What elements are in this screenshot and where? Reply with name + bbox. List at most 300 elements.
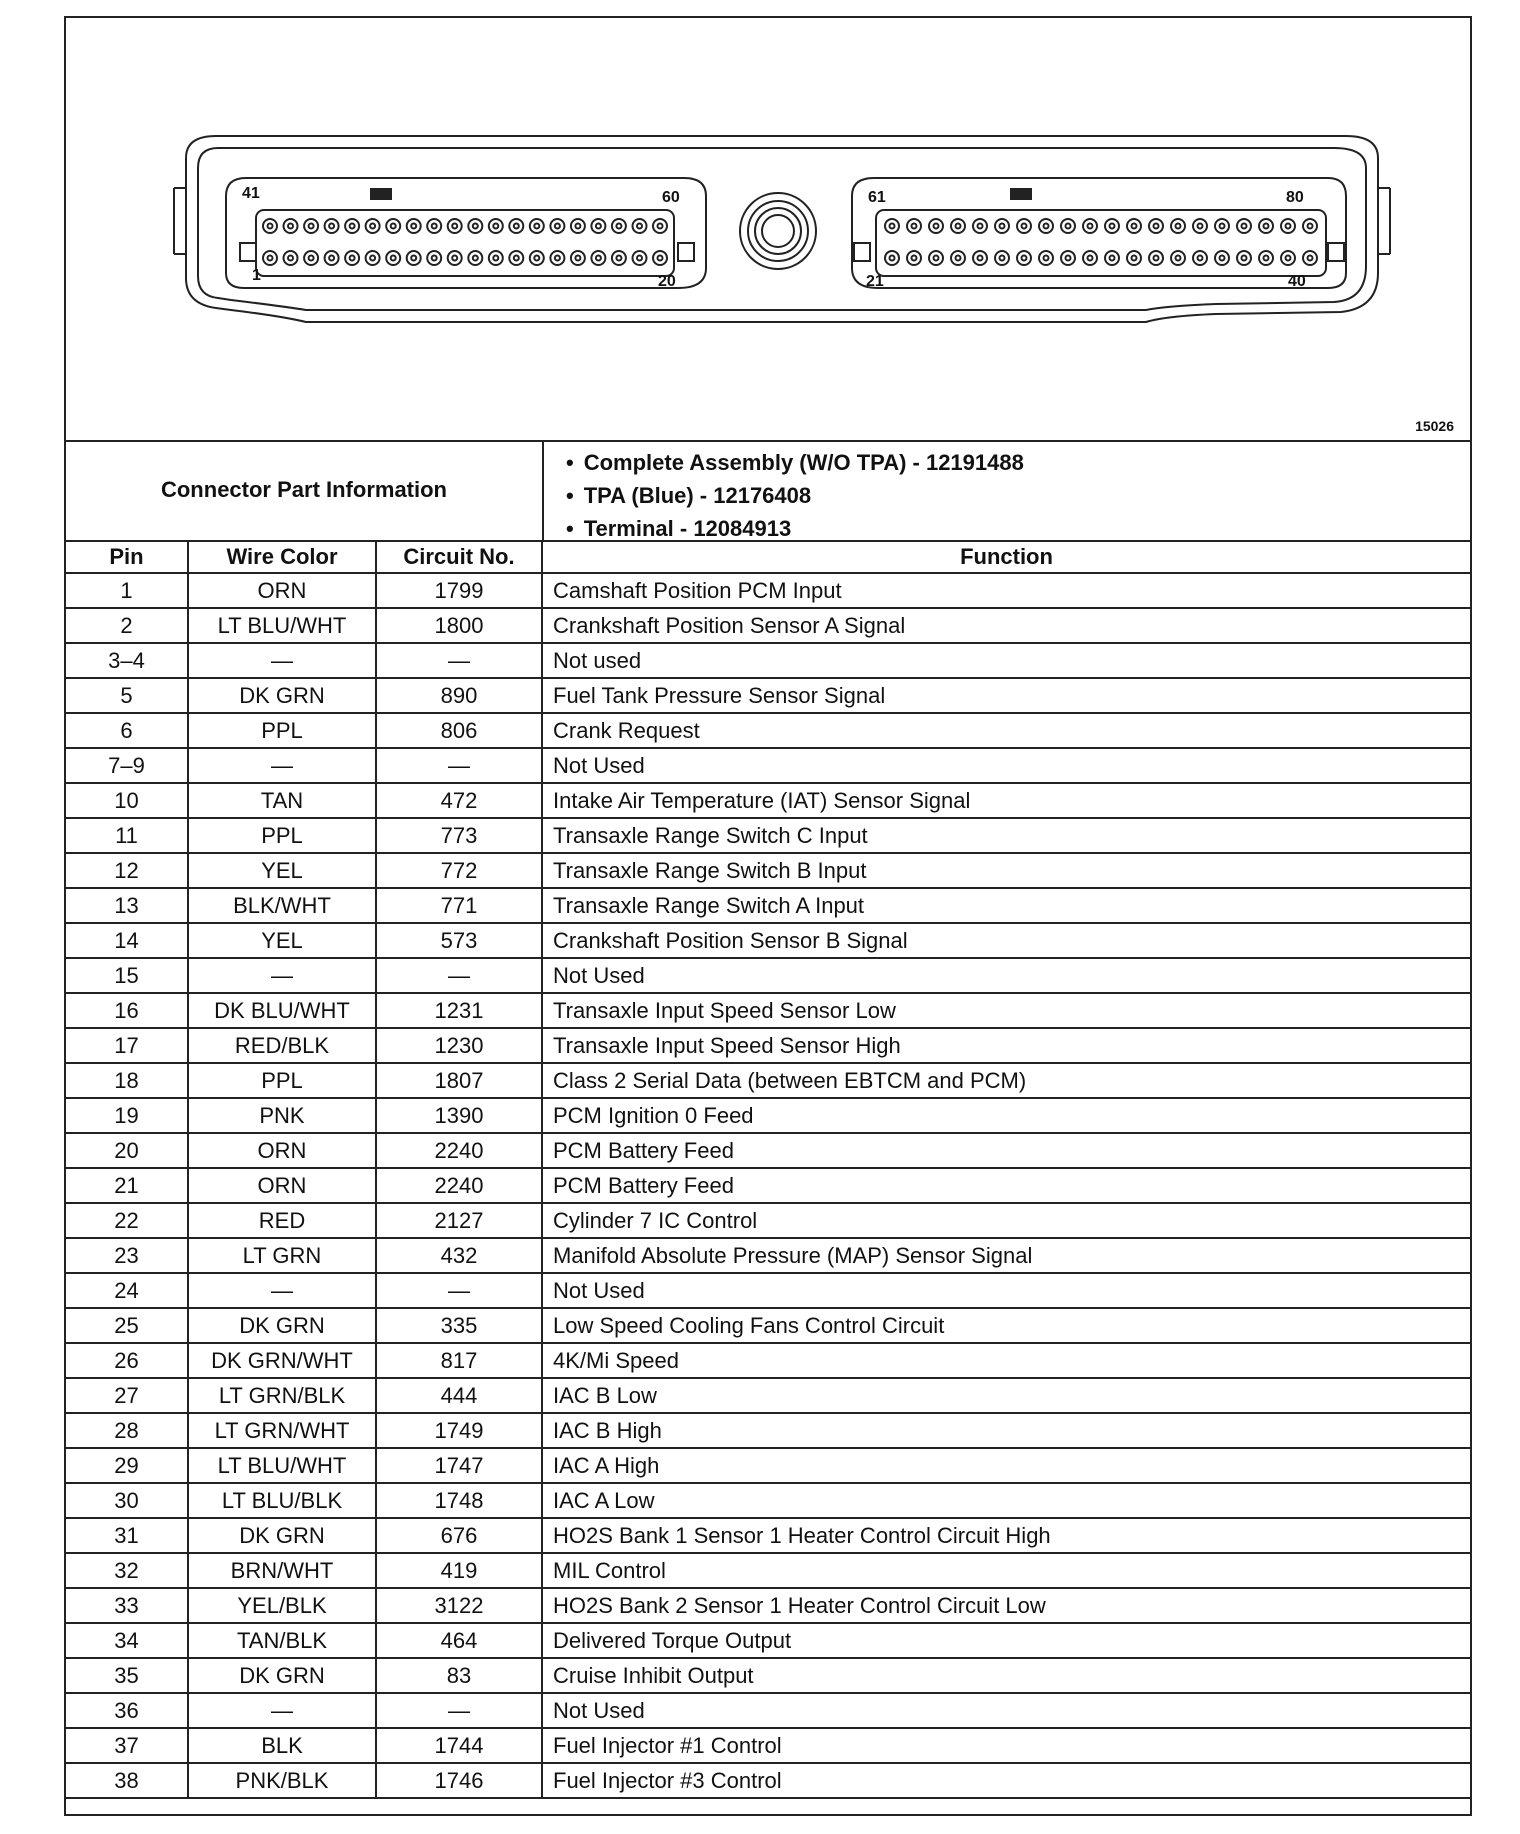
circuit-no-cell: 432: [376, 1238, 542, 1273]
right-bottom-socket-hole: [1000, 256, 1005, 261]
right-top-socket: [973, 219, 987, 233]
wire-color-cell: ORN: [188, 573, 376, 608]
left-bottom-socket-hole: [493, 256, 498, 261]
right-bottom-socket-hole: [1022, 256, 1027, 261]
right-bottom-socket-hole: [1308, 256, 1313, 261]
pin-label-41: 41: [242, 185, 260, 202]
left-top-socket: [345, 219, 359, 233]
circuit-no-cell: 464: [376, 1623, 542, 1658]
table-row: [66, 923, 1470, 958]
pin-cell: 27: [66, 1378, 188, 1413]
left-top-socket: [509, 219, 523, 233]
left-top-socket-hole: [268, 224, 273, 229]
function-cell: PCM Battery Feed: [542, 1133, 1470, 1168]
pin-cell: 24: [66, 1273, 188, 1308]
function-cell: Transaxle Range Switch A Input: [542, 888, 1470, 923]
function-cell: IAC B Low: [542, 1378, 1470, 1413]
table-row: [66, 1693, 1470, 1728]
right-bottom-socket-hole: [1066, 256, 1071, 261]
right-top-socket: [1017, 219, 1031, 233]
left-bottom-socket: [571, 251, 585, 265]
right-top-socket-hole: [1176, 224, 1181, 229]
pin-table-header: [66, 540, 1470, 573]
wire-color-cell: PNK: [188, 1098, 376, 1133]
wire-color-cell: RED: [188, 1203, 376, 1238]
left-top-socket: [427, 219, 441, 233]
pin-cell: 16: [66, 993, 188, 1028]
left-bottom-socket-hole: [658, 256, 663, 261]
function-cell: Not used: [542, 643, 1470, 678]
left-top-socket: [571, 219, 585, 233]
left-top-socket: [468, 219, 482, 233]
pin-cell: 6: [66, 713, 188, 748]
right-bottom-socket-hole: [912, 256, 917, 261]
left-top-socket-hole: [432, 224, 437, 229]
left-top-socket-hole: [493, 224, 498, 229]
table-row: [66, 1623, 1470, 1658]
right-top-socket: [1039, 219, 1053, 233]
function-cell: Not Used: [542, 748, 1470, 783]
left-bottom-socket: [407, 251, 421, 265]
pin-cell: 23: [66, 1238, 188, 1273]
left-top-socket: [366, 219, 380, 233]
table-row: [66, 608, 1470, 643]
function-cell: Fuel Injector #3 Control: [542, 1763, 1470, 1798]
pin-cell: 7–9: [66, 748, 188, 783]
table-row: [66, 1203, 1470, 1238]
table-row: [66, 853, 1470, 888]
wire-color-cell: ORN: [188, 1133, 376, 1168]
left-bottom-socket-hole: [370, 256, 375, 261]
right-top-socket: [1083, 219, 1097, 233]
left-bottom-socket: [325, 251, 339, 265]
pin-cell: 35: [66, 1658, 188, 1693]
right-top-socket: [1127, 219, 1141, 233]
table-row: [66, 1273, 1470, 1308]
function-cell: IAC B High: [542, 1413, 1470, 1448]
wire-color-cell: DK BLU/WHT: [188, 993, 376, 1028]
wire-color-cell: YEL: [188, 853, 376, 888]
left-bottom-socket: [366, 251, 380, 265]
function-cell: IAC A High: [542, 1448, 1470, 1483]
table-row: [66, 993, 1470, 1028]
right-top-socket: [1149, 219, 1163, 233]
circuit-no-cell: 1807: [376, 1063, 542, 1098]
function-cell: Crankshaft Position Sensor B Signal: [542, 923, 1470, 958]
circuit-no-cell: —: [376, 748, 542, 783]
circuit-no-cell: 773: [376, 818, 542, 853]
pin-cell: 30: [66, 1483, 188, 1518]
part-info-item: • Terminal - 12084913: [566, 512, 1024, 545]
table-row: [66, 1413, 1470, 1448]
right-bottom-socket-hole: [1176, 256, 1181, 261]
circuit-no-cell: 676: [376, 1518, 542, 1553]
pin-cell: 3–4: [66, 643, 188, 678]
header-pin: Pin: [66, 540, 188, 573]
left-top-socket: [284, 219, 298, 233]
right-bottom-socket: [1193, 251, 1207, 265]
right-top-socket: [1171, 219, 1185, 233]
table-row: [66, 1308, 1470, 1343]
left-top-socket-hole: [514, 224, 519, 229]
right-top-socket: [1061, 219, 1075, 233]
wire-color-cell: LT BLU/BLK: [188, 1483, 376, 1518]
left-bottom-socket: [304, 251, 318, 265]
right-bottom-socket: [1061, 251, 1075, 265]
right-top-socket: [951, 219, 965, 233]
pin-label-40: 40: [1288, 273, 1306, 290]
right-bottom-socket: [1127, 251, 1141, 265]
left-top-socket-hole: [473, 224, 478, 229]
right-bottom-socket: [1215, 251, 1229, 265]
right-bottom-socket-hole: [1198, 256, 1203, 261]
left-bottom-socket: [509, 251, 523, 265]
table-row: [66, 1658, 1470, 1693]
pin-cell: 28: [66, 1413, 188, 1448]
right-top-socket: [1193, 219, 1207, 233]
function-cell: Fuel Injector #1 Control: [542, 1728, 1470, 1763]
function-cell: Crankshaft Position Sensor A Signal: [542, 608, 1470, 643]
table-row: [66, 1098, 1470, 1133]
connector-diagram: [66, 18, 1470, 438]
table-row: [66, 1063, 1470, 1098]
header-function: Function: [542, 540, 1470, 573]
pin-cell: 5: [66, 678, 188, 713]
right-bottom-socket: [1259, 251, 1273, 265]
left-top-socket-hole: [309, 224, 314, 229]
wire-color-cell: LT GRN/BLK: [188, 1378, 376, 1413]
part-info-item: • Complete Assembly (W/O TPA) - 12191488: [566, 446, 1024, 479]
circuit-no-cell: 3122: [376, 1588, 542, 1623]
right-top-socket-hole: [1088, 224, 1093, 229]
pin-label-20: 20: [658, 273, 676, 290]
right-bottom-socket: [1303, 251, 1317, 265]
function-cell: IAC A Low: [542, 1483, 1470, 1518]
function-cell: HO2S Bank 1 Sensor 1 Heater Control Circuit High: [542, 1518, 1470, 1553]
circuit-no-cell: 2240: [376, 1168, 542, 1203]
right-top-socket-hole: [890, 224, 895, 229]
left-bottom-socket-hole: [391, 256, 396, 261]
right-top-socket: [1259, 219, 1273, 233]
right-top-socket-hole: [1110, 224, 1115, 229]
wire-color-cell: —: [188, 1693, 376, 1728]
circuit-no-cell: 2127: [376, 1203, 542, 1238]
wire-color-cell: TAN/BLK: [188, 1623, 376, 1658]
wire-color-cell: DK GRN: [188, 678, 376, 713]
right-bottom-socket: [973, 251, 987, 265]
wire-color-cell: —: [188, 1273, 376, 1308]
wire-color-cell: BRN/WHT: [188, 1553, 376, 1588]
function-cell: Cylinder 7 IC Control: [542, 1203, 1470, 1238]
right-bottom-socket: [1281, 251, 1295, 265]
function-cell: Transaxle Input Speed Sensor Low: [542, 993, 1470, 1028]
function-cell: Not Used: [542, 1273, 1470, 1308]
wire-color-cell: YEL: [188, 923, 376, 958]
left-top-socket: [633, 219, 647, 233]
left-top-socket: [591, 219, 605, 233]
left-top-socket-hole: [534, 224, 539, 229]
right-bottom-socket: [1039, 251, 1053, 265]
right-top-socket: [1281, 219, 1295, 233]
circuit-no-cell: 1749: [376, 1413, 542, 1448]
left-bottom-socket: [550, 251, 564, 265]
function-cell: PCM Ignition 0 Feed: [542, 1098, 1470, 1133]
wire-color-cell: DK GRN: [188, 1308, 376, 1343]
wire-color-cell: DK GRN: [188, 1658, 376, 1693]
left-bottom-socket-hole: [596, 256, 601, 261]
right-top-socket-hole: [1132, 224, 1137, 229]
connector-part-information: [66, 440, 1470, 542]
left-bottom-socket: [284, 251, 298, 265]
circuit-no-cell: —: [376, 958, 542, 993]
connector-sheet: [64, 16, 1472, 1816]
pin-cell: 29: [66, 1448, 188, 1483]
function-cell: Fuel Tank Pressure Sensor Signal: [542, 678, 1470, 713]
pin-cell: 11: [66, 818, 188, 853]
right-top-socket: [995, 219, 1009, 233]
left-top-socket-hole: [555, 224, 560, 229]
left-bottom-socket: [591, 251, 605, 265]
right-top-socket: [907, 219, 921, 233]
right-bottom-socket: [1171, 251, 1185, 265]
left-bottom-socket-hole: [268, 256, 273, 261]
right-bottom-socket: [1149, 251, 1163, 265]
function-cell: HO2S Bank 2 Sensor 1 Heater Control Circuit Low: [542, 1588, 1470, 1623]
wire-color-cell: LT GRN: [188, 1238, 376, 1273]
function-cell: Camshaft Position PCM Input: [542, 573, 1470, 608]
wire-color-cell: —: [188, 748, 376, 783]
table-row: [66, 678, 1470, 713]
pin-cell: 26: [66, 1343, 188, 1378]
left-bottom-socket: [345, 251, 359, 265]
pin-cell: 25: [66, 1308, 188, 1343]
right-top-socket: [929, 219, 943, 233]
table-row: [66, 1238, 1470, 1273]
left-top-socket: [304, 219, 318, 233]
circuit-no-cell: 1744: [376, 1728, 542, 1763]
function-cell: PCM Battery Feed: [542, 1168, 1470, 1203]
left-bottom-socket: [263, 251, 277, 265]
table-row: [66, 713, 1470, 748]
table-row: [66, 1728, 1470, 1763]
function-cell: Class 2 Serial Data (between EBTCM and PCM): [542, 1063, 1470, 1098]
pin-cell: 19: [66, 1098, 188, 1133]
wire-color-cell: PPL: [188, 818, 376, 853]
left-bottom-socket-hole: [309, 256, 314, 261]
right-top-socket-hole: [1220, 224, 1225, 229]
right-top-socket-hole: [1286, 224, 1291, 229]
pin-cell: 12: [66, 853, 188, 888]
left-bottom-socket: [633, 251, 647, 265]
wire-color-cell: DK GRN/WHT: [188, 1343, 376, 1378]
pin-cell: 14: [66, 923, 188, 958]
circuit-no-cell: 771: [376, 888, 542, 923]
left-bottom-socket-hole: [329, 256, 334, 261]
connector-figure: [66, 18, 1470, 442]
circuit-no-cell: 419: [376, 1553, 542, 1588]
circuit-no-cell: 335: [376, 1308, 542, 1343]
header-wire-color: Wire Color: [188, 540, 376, 573]
right-bottom-socket: [885, 251, 899, 265]
wire-color-cell: LT GRN/WHT: [188, 1413, 376, 1448]
left-bottom-socket-hole: [637, 256, 642, 261]
function-cell: 4K/Mi Speed: [542, 1343, 1470, 1378]
left-top-socket: [263, 219, 277, 233]
right-bottom-socket-hole: [890, 256, 895, 261]
right-bottom-socket-hole: [1154, 256, 1159, 261]
wire-color-cell: —: [188, 643, 376, 678]
part-info-label: Connector Part Information: [66, 440, 544, 540]
left-bottom-socket: [489, 251, 503, 265]
left-bottom-socket-hole: [411, 256, 416, 261]
wire-color-cell: —: [188, 958, 376, 993]
circuit-no-cell: 2240: [376, 1133, 542, 1168]
right-top-socket-hole: [1264, 224, 1269, 229]
right-bottom-socket-hole: [1286, 256, 1291, 261]
right-top-socket-hole: [1242, 224, 1247, 229]
wire-color-cell: ORN: [188, 1168, 376, 1203]
table-row: [66, 573, 1470, 608]
circuit-no-cell: 444: [376, 1378, 542, 1413]
part-info-list: [566, 446, 1024, 545]
left-top-socket-hole: [350, 224, 355, 229]
left-top-socket: [550, 219, 564, 233]
circuit-no-cell: 573: [376, 923, 542, 958]
table-row: [66, 783, 1470, 818]
circuit-no-cell: —: [376, 1273, 542, 1308]
right-bottom-socket: [1105, 251, 1119, 265]
right-top-socket-hole: [1000, 224, 1005, 229]
pin-cell: 33: [66, 1588, 188, 1623]
right-key-tab: [1010, 188, 1032, 200]
right-bottom-socket-hole: [1088, 256, 1093, 261]
table-row: [66, 1553, 1470, 1588]
table-row: [66, 958, 1470, 993]
right-top-socket-hole: [956, 224, 961, 229]
left-top-socket-hole: [452, 224, 457, 229]
table-row: [66, 1028, 1470, 1063]
left-bottom-socket: [612, 251, 626, 265]
left-top-socket-hole: [370, 224, 375, 229]
left-key-tab: [370, 188, 392, 200]
header-circuit-no: Circuit No.: [376, 540, 542, 573]
left-bottom-socket-hole: [616, 256, 621, 261]
left-top-socket-hole: [658, 224, 663, 229]
right-top-socket-hole: [912, 224, 917, 229]
left-bottom-socket: [530, 251, 544, 265]
table-row: [66, 1133, 1470, 1168]
right-top-socket: [1237, 219, 1251, 233]
function-cell: Low Speed Cooling Fans Control Circuit: [542, 1308, 1470, 1343]
table-row: [66, 1343, 1470, 1378]
left-top-socket-hole: [329, 224, 334, 229]
function-cell: Crank Request: [542, 713, 1470, 748]
right-top-socket-hole: [934, 224, 939, 229]
circuit-no-cell: 890: [376, 678, 542, 713]
right-bottom-socket-hole: [1044, 256, 1049, 261]
pin-label-80: 80: [1286, 189, 1304, 206]
circuit-no-cell: 472: [376, 783, 542, 818]
circuit-no-cell: 1231: [376, 993, 542, 1028]
wire-color-cell: RED/BLK: [188, 1028, 376, 1063]
function-cell: Delivered Torque Output: [542, 1623, 1470, 1658]
pin-cell: 32: [66, 1553, 188, 1588]
right-bottom-socket-hole: [956, 256, 961, 261]
right-bottom-socket: [1237, 251, 1251, 265]
wire-color-cell: DK GRN: [188, 1518, 376, 1553]
pin-cell: 37: [66, 1728, 188, 1763]
left-bottom-socket-hole: [350, 256, 355, 261]
circuit-no-cell: 83: [376, 1658, 542, 1693]
right-top-socket: [1303, 219, 1317, 233]
wire-color-cell: PPL: [188, 713, 376, 748]
wire-color-cell: TAN: [188, 783, 376, 818]
function-cell: MIL Control: [542, 1553, 1470, 1588]
left-top-socket: [325, 219, 339, 233]
circuit-no-cell: 1390: [376, 1098, 542, 1133]
left-top-socket-hole: [616, 224, 621, 229]
left-top-socket-hole: [575, 224, 580, 229]
circuit-no-cell: 1230: [376, 1028, 542, 1063]
circuit-no-cell: 1799: [376, 573, 542, 608]
left-bottom-socket-hole: [575, 256, 580, 261]
left-top-socket: [448, 219, 462, 233]
table-row: [66, 643, 1470, 678]
function-cell: Cruise Inhibit Output: [542, 1658, 1470, 1693]
wire-color-cell: PPL: [188, 1063, 376, 1098]
circuit-no-cell: 1800: [376, 608, 542, 643]
left-top-socket-hole: [391, 224, 396, 229]
pin-cell: 13: [66, 888, 188, 923]
right-bottom-socket-hole: [978, 256, 983, 261]
right-top-socket-hole: [1022, 224, 1027, 229]
function-cell: Transaxle Range Switch C Input: [542, 818, 1470, 853]
circuit-no-cell: 1747: [376, 1448, 542, 1483]
left-top-socket: [489, 219, 503, 233]
left-top-socket: [612, 219, 626, 233]
left-top-socket: [386, 219, 400, 233]
left-bottom-socket-hole: [288, 256, 293, 261]
left-top-socket: [530, 219, 544, 233]
pin-cell: 15: [66, 958, 188, 993]
pin-label-21: 21: [866, 273, 884, 290]
pin-label-61: 61: [868, 189, 886, 206]
right-top-socket-hole: [1154, 224, 1159, 229]
wire-color-cell: BLK/WHT: [188, 888, 376, 923]
left-top-socket: [407, 219, 421, 233]
right-bottom-socket: [951, 251, 965, 265]
wire-color-cell: LT BLU/WHT: [188, 1448, 376, 1483]
left-bottom-socket: [653, 251, 667, 265]
pin-cell: 38: [66, 1763, 188, 1798]
right-bottom-socket: [995, 251, 1009, 265]
pin-label-1: 1: [252, 267, 261, 284]
left-top-socket-hole: [411, 224, 416, 229]
pin-cell: 22: [66, 1203, 188, 1238]
left-top-socket: [653, 219, 667, 233]
wire-color-cell: YEL/BLK: [188, 1588, 376, 1623]
table-row: [66, 818, 1470, 853]
table-row: [66, 1483, 1470, 1518]
pin-cell: 10: [66, 783, 188, 818]
pin-cell: 2: [66, 608, 188, 643]
pin-cell: 31: [66, 1518, 188, 1553]
right-top-socket-hole: [1308, 224, 1313, 229]
left-bottom-socket: [468, 251, 482, 265]
pin-label-60: 60: [662, 189, 680, 206]
right-bottom-socket: [907, 251, 921, 265]
table-row: [66, 1763, 1470, 1798]
